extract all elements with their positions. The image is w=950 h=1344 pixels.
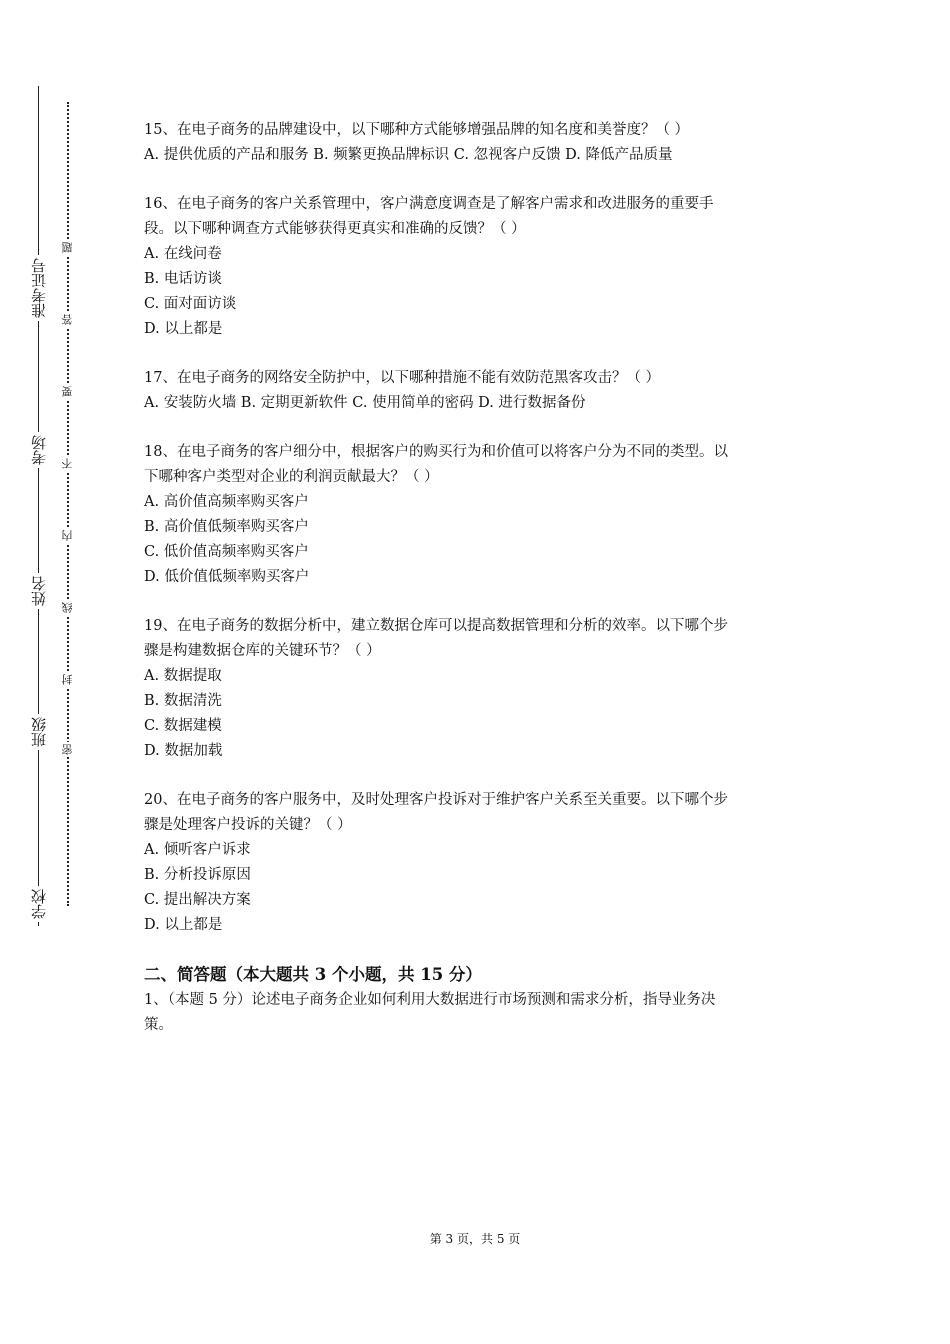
question-18 [144, 440, 816, 590]
short-answer-question-1: 1、（本题 5 分）论述电子商务企业如何利用大数据进行市场预测和需求分析，指导业务决 [144, 992, 716, 1008]
question-stem: 17、在电子商务的网络安全防护中，以下哪种措施不能有效防范黑客攻击？（ ） [144, 370, 661, 386]
exam-room-label: 考场 [24, 432, 54, 468]
option-c: C. 提出解决方案 [144, 892, 251, 908]
seal-char: 答 [58, 312, 78, 327]
question-17 [144, 366, 816, 416]
option-a: A. 在线问卷 [144, 246, 222, 262]
option-b: B. 数据清洗 [144, 693, 222, 709]
exam-content [144, 118, 816, 1038]
seal-char: 题 [58, 240, 78, 255]
question-options: A. 提供优质的产品和服务 B. 频繁更换品牌标识 C. 忽视客户反馈 D. 降低产品质量 [144, 147, 673, 163]
seal-char: 要 [58, 384, 78, 399]
question-stem: 15、在电子商务的品牌建设中，以下哪种方式能够增强品牌的知名度和美誉度？（ ） [144, 122, 690, 138]
option-d: D. 低价值低频率购买客户 [144, 569, 310, 585]
option-b: B. 电话访谈 [144, 271, 222, 287]
option-b: B. 分析投诉原因 [144, 867, 251, 883]
question-20 [144, 788, 816, 938]
option-c: C. 数据建模 [144, 718, 222, 734]
option-c: C. 低价值高频率购买客户 [144, 544, 309, 560]
option-a: A. 数据提取 [144, 668, 222, 684]
seal-char: 封 [58, 672, 78, 687]
question-16 [144, 192, 816, 342]
question-19 [144, 614, 816, 764]
school-label: 学校 [24, 886, 54, 922]
exam-number-label: 准考证号 [24, 255, 54, 321]
option-b: B. 高价值低频率购买客户 [144, 519, 309, 535]
seal-char: 线 [58, 600, 78, 615]
binding-solid-line [38, 86, 39, 926]
section-title-short-answer: 二、简答题（本大题共 3 个小题，共 15 分） [144, 965, 482, 984]
option-a: A. 高价值高频率购买客户 [144, 494, 309, 510]
seal-char: 密 [58, 742, 78, 757]
option-c: C. 面对面访谈 [144, 296, 237, 312]
question-stem: 段。以下哪种调查方式能够获得更真实和准确的反馈？（ ） [144, 221, 526, 237]
page-number-footer: 第 3 页，共 5 页 [429, 1232, 521, 1246]
binding-margin [0, 0, 110, 1344]
question-stem: 下哪种客户类型对企业的利润贡献最大？（ ） [144, 469, 439, 485]
option-d: D. 以上都是 [144, 321, 223, 337]
short-answer-question-1-cont: 策。 [144, 1017, 173, 1033]
option-d: D. 以上都是 [144, 917, 223, 933]
seal-dotted-line [67, 102, 69, 906]
question-options: A. 安装防火墙 B. 定期更新软件 C. 使用简单的密码 D. 进行数据备份 [144, 395, 586, 411]
class-label: 班级 [24, 714, 54, 750]
seal-char: 不 [58, 456, 78, 471]
question-stem: 18、在电子商务的客户细分中，根据客户的购买行为和价值可以将客户分为不同的类型。以 [144, 444, 728, 460]
seal-char: 内 [58, 528, 78, 543]
question-stem: 16、在电子商务的客户关系管理中，客户满意度调查是了解客户需求和改进服务的重要手 [144, 196, 714, 212]
question-stem: 20、在电子商务的客户服务中，及时处理客户投诉对于维护客户关系至关重要。以下哪个步 [144, 792, 728, 808]
question-stem: 骤是处理客户投诉的关键？（ ） [144, 817, 352, 833]
name-label: 姓名 [24, 573, 54, 609]
question-stem: 19、在电子商务的数据分析中，建立数据仓库可以提高数据管理和分析的效率。以下哪个步 [144, 618, 728, 634]
option-d: D. 数据加载 [144, 743, 223, 759]
question-15 [144, 118, 816, 168]
option-a: A. 倾听客户诉求 [144, 842, 251, 858]
question-stem: 骤是构建数据仓库的关键环节？（ ） [144, 643, 381, 659]
